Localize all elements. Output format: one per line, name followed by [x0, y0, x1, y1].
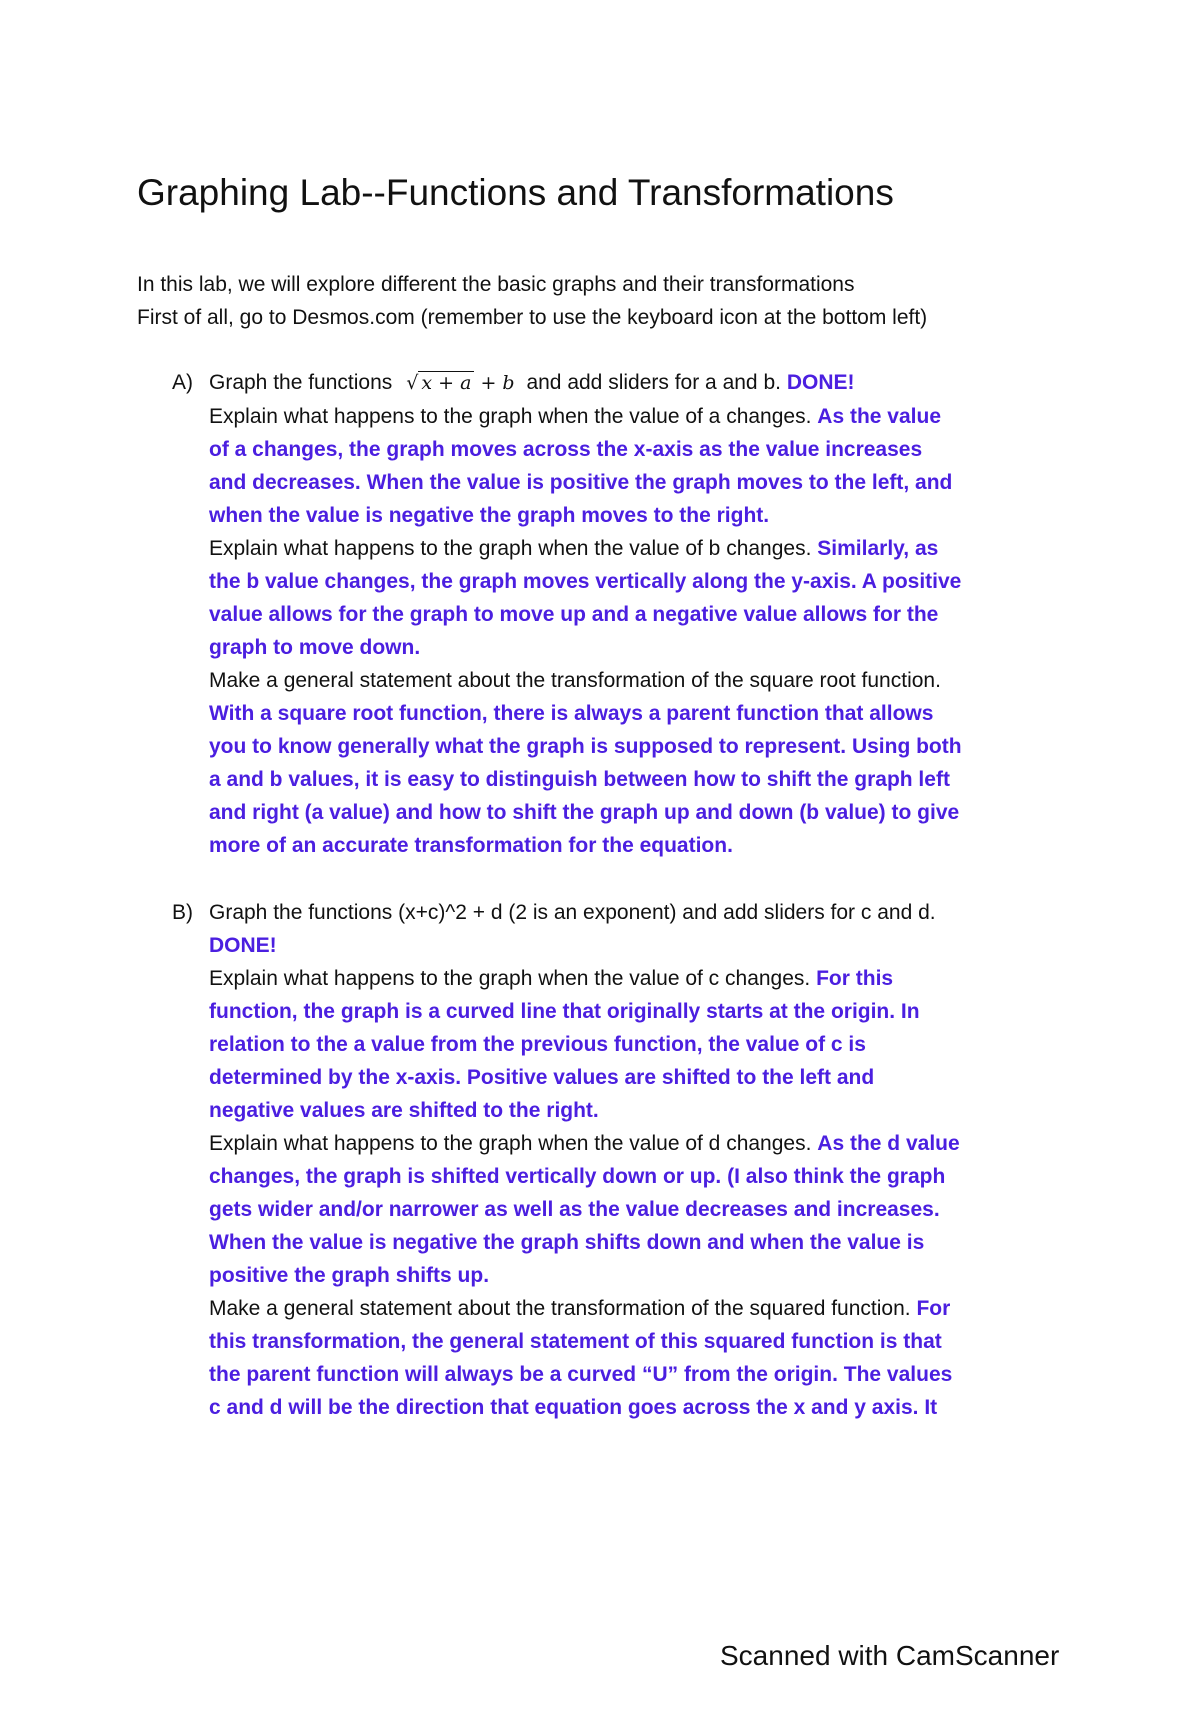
- answer-line: and decreases. When the value is positive the graph moves to the left, and: [209, 471, 953, 494]
- answer-text: For: [916, 1297, 951, 1320]
- question-text: Explain what happens to the graph when the value of a changes.: [209, 405, 812, 428]
- section-a-marker: A): [172, 371, 193, 394]
- answer-line: the parent function will always be a curved “U” from the origin. The values: [209, 1363, 953, 1386]
- question-text: Explain what happens to the graph when the value of c changes.: [209, 967, 811, 990]
- answer-line: gets wider and/or narrower as well as the value decreases and increases.: [209, 1198, 940, 1221]
- question-line: Make a general statement about the transformation of the square root function.: [209, 669, 941, 692]
- answer-line: With a square root function, there is always a parent function that allows: [209, 702, 934, 725]
- section-b-line-13: [209, 1292, 1092, 1325]
- intro-paragraph: [137, 268, 927, 334]
- section-b-body: [209, 896, 1092, 1424]
- section-a: [172, 366, 1092, 862]
- answer-line: changes, the graph is shifted vertically down or up. (I also think the graph: [209, 1165, 946, 1188]
- page-title: Graphing Lab--Functions and Transformations: [137, 172, 894, 213]
- radicand: x + a: [418, 371, 474, 394]
- answer-line: DONE!: [209, 934, 277, 957]
- answer-line: of a changes, the graph moves across the x-axis as the value increases: [209, 438, 923, 461]
- section-b-line-8: [209, 1127, 1092, 1160]
- answer-line: graph to move down.: [209, 636, 421, 659]
- answer-line: c and d will be the direction that equation goes across the x and y axis. It: [209, 1396, 938, 1419]
- intro-line-2: First of all, go to Desmos.com (remember to use the keyboard icon at the bottom left): [137, 306, 928, 329]
- square-root-expression: [406, 372, 514, 394]
- math-tail: + b: [474, 372, 515, 394]
- intro-line-1: In this lab, we will explore different the basic graphs and their transformations: [137, 273, 855, 296]
- question-line: Graph the functions (x+c)^2 + d (2 is an exponent) and add sliders for c and d.: [209, 901, 936, 924]
- answer-line: when the value is negative the graph moves to the right.: [209, 504, 770, 527]
- question-text: Make a general statement about the transformation of the squared function.: [209, 1297, 911, 1320]
- answer-line: and right (a value) and how to shift the graph up and down (b value) to give: [209, 801, 960, 824]
- question-text: Explain what happens to the graph when the value of d changes.: [209, 1132, 812, 1155]
- answer-line: you to know generally what the graph is supposed to represent. Using both: [209, 735, 962, 758]
- answer-line: When the value is negative the graph shifts down and when the value is: [209, 1231, 925, 1254]
- question-text: Graph the functions: [209, 371, 393, 394]
- section-a-line-6: [209, 532, 1092, 565]
- section-b-line-3: [209, 962, 1092, 995]
- question-text: Explain what happens to the graph when the value of b changes.: [209, 537, 812, 560]
- answer-line: a and b values, it is easy to distinguish between how to shift the graph left: [209, 768, 950, 791]
- section-a-body: [209, 366, 1092, 862]
- answer-line: negative values are shifted to the right.: [209, 1099, 599, 1122]
- answer-text: For this: [816, 967, 894, 990]
- answer-line: more of an accurate transformation for the equation.: [209, 834, 733, 857]
- answer-line: relation to the a value from the previous function, the value of c is: [209, 1033, 866, 1056]
- radical-sign-icon: √: [406, 372, 419, 394]
- section-b: [172, 896, 1092, 1424]
- answer-line: positive the graph shifts up.: [209, 1264, 490, 1287]
- answer-line: value allows for the graph to move up and a negative value allows for the: [209, 603, 939, 626]
- section-a-line-1: [209, 366, 1092, 400]
- answer-text: As the value: [817, 405, 941, 428]
- question-text: and add sliders for a and b.: [526, 371, 781, 394]
- answer-line: function, the graph is a curved line that originally starts at the origin. In: [209, 1000, 920, 1023]
- answer-text: Similarly, as: [817, 537, 939, 560]
- scanner-watermark: Scanned with CamScanner: [720, 1640, 1060, 1671]
- answer-line: determined by the x-axis. Positive values are shifted to the left and: [209, 1066, 875, 1089]
- section-b-marker: B): [172, 901, 193, 924]
- answer-text: As the d value: [817, 1132, 960, 1155]
- answer-line: the b value changes, the graph moves vertically along the y-axis. A positive: [209, 570, 962, 593]
- answer-text: DONE!: [786, 371, 855, 394]
- section-a-line-2: [209, 400, 1092, 433]
- answer-line: this transformation, the general statement of this squared function is that: [209, 1330, 942, 1353]
